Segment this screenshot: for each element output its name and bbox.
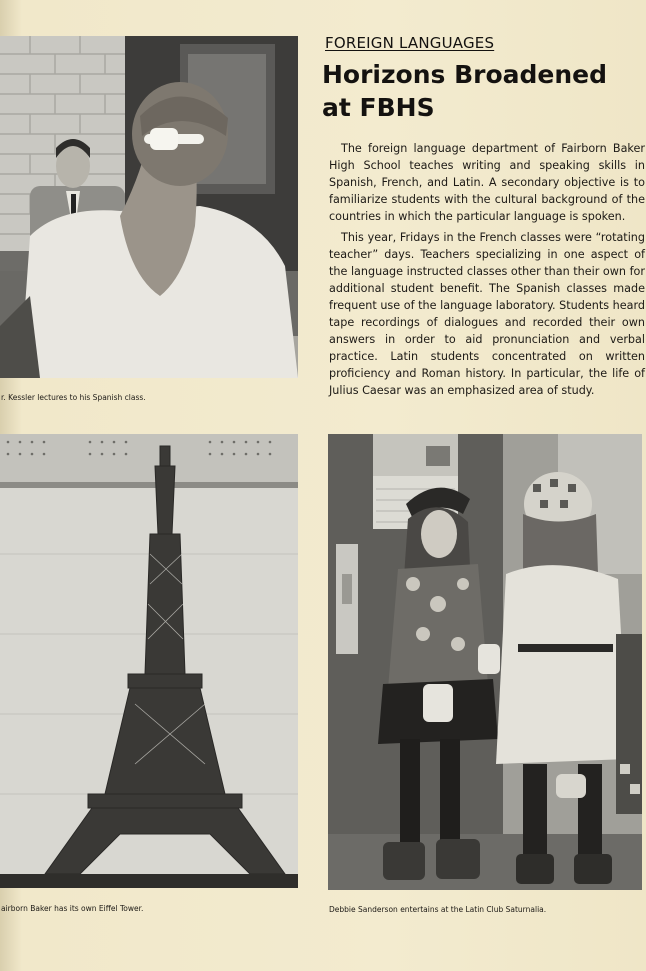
photo-saturnalia-image — [328, 434, 642, 890]
section-kicker: FOREIGN LANGUAGES — [325, 34, 495, 52]
photo-eiffel-tower — [0, 434, 298, 888]
headline-line-1: Horizons Broadened — [322, 60, 608, 89]
photo-teacher-image — [0, 36, 298, 378]
photo-eiffel-image — [0, 434, 298, 888]
caption-saturnalia-photo: Debbie Sanderson entertains at the Latin Club Saturnalia. — [329, 905, 547, 914]
headline-line-2: at FBHS — [322, 93, 435, 122]
article-headline — [322, 58, 632, 124]
body-paragraph-2: This year, Fridays in the French classes were “rotating teacher” days. Teachers specializing in one aspect of the language instructed classes other than their own for additional student benefit. The Spanish classes made frequent use of the language laboratory. Students heard tape recordings of dialogues and recorded their own answers in order to aid pronunciation and verbal practice. Latin students concentrated on written proficiency and Roman history. In particular, the life of Julius Caesar was an emphasized area of study. — [329, 231, 645, 397]
photo-saturnalia — [328, 434, 642, 890]
caption-eiffel-photo: airborn Baker has its own Eiffel Tower. — [1, 904, 144, 913]
article-body — [329, 140, 645, 399]
photo-teacher-lecture — [0, 36, 298, 378]
caption-teacher-photo: r. Kessler lectures to his Spanish class. — [1, 393, 146, 402]
body-paragraph-1: The foreign language department of Fairborn Baker High School teaches writing and speaking skills in Spanish, French, and Latin. A secondary objective is to familiarize students with the cultural background of the countries in which the particular language is spoken. — [329, 142, 645, 223]
